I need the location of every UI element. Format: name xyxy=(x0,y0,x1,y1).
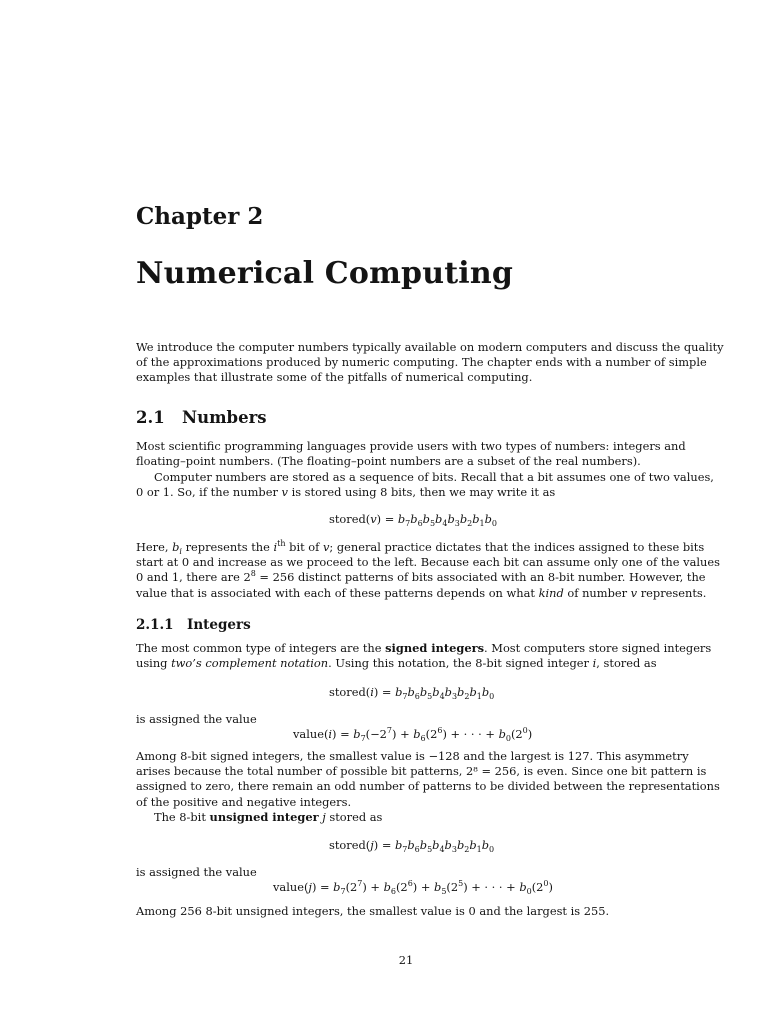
equation-stored-i: stored(i) = $b_7b_6b_5b_4b_3b_2b_1b_0$ xyxy=(329,685,495,701)
subsection-paragraph-2 xyxy=(136,749,720,810)
assigned-value-text-1 xyxy=(136,712,678,727)
text-line: floating–point numbers. (The floating–point numbers are a subset of the real numbers). xyxy=(136,454,641,469)
text-line: Computer numbers are stored as a sequence of bits. Recall that a bit assumes one of two values, xyxy=(154,470,714,484)
subsection-heading-2-1-1 xyxy=(136,617,251,633)
text-line: assigned to zero, there remain an odd number of patterns to be divided between the representations xyxy=(136,779,720,794)
text-line: is assigned the value xyxy=(136,865,257,879)
text-line: of the positive and negative integers. xyxy=(136,794,352,809)
equation-stored-j: stored(j) = $b_7b_6b_5b_4b_3b_2b_1b_0$ xyxy=(329,838,495,854)
section-number: 2.1 xyxy=(136,408,165,427)
subsection-paragraph-3 xyxy=(136,810,678,825)
section-2-1-paragraph-1 xyxy=(136,439,686,469)
text-line: arises because the total number of possible bit patterns, 2⁸ = 256, is even. Since one bit pattern is xyxy=(136,764,707,779)
text-line: 0 or 1. So, if the number v is stored using 8 bits, then we may write it as xyxy=(136,485,556,500)
text-line: The most common type of integers are the signed integers. Most computers store signed integers xyxy=(136,641,712,655)
intro-paragraph xyxy=(136,340,724,386)
text-line: Most scientific programming languages provide users with two types of numbers: integers and xyxy=(136,439,686,453)
subsection-paragraph-4 xyxy=(136,904,678,919)
intro-line: We introduce the computer numbers typically available on modern computers and discuss the quality xyxy=(136,340,724,354)
text-line: Among 256 8-bit unsigned integers, the smallest value is 0 and the largest is 255. xyxy=(136,904,610,918)
text-line: The 8-bit unsigned integer j stored as xyxy=(154,810,383,824)
chapter-title: Numerical Computing xyxy=(136,256,514,291)
text-line: Here, $b_i$ represents the $i^{th}$ bit of v; general practice dictates that the indices assigned to these bits xyxy=(136,539,705,556)
section-heading-2-1 xyxy=(136,408,267,427)
intro-line: examples that illustrate some of the pitfalls of numerical computing. xyxy=(136,370,533,385)
text-line: 0 and 1, there are $2^8 = 256$ distinct patterns of bits associated with an 8-bit number. However, the xyxy=(136,569,706,585)
text-line: is assigned the value xyxy=(136,712,257,726)
section-title: Numbers xyxy=(182,408,267,427)
subsection-number: 2.1.1 xyxy=(136,617,174,633)
subsection-paragraph-1 xyxy=(136,641,712,671)
text-line: Among 8-bit signed integers, the smallest value is −128 and the largest is 127. This asymmetry xyxy=(136,749,689,763)
page-number: 21 xyxy=(398,953,414,967)
assigned-value-text-2 xyxy=(136,865,678,880)
equation-stored-v: stored(v) = $b_7b_6b_5b_4b_3b_2b_1b_0$ xyxy=(329,512,497,528)
intro-line: of the approximations produced by numeric computing. The chapter ends with a number of simple xyxy=(136,355,707,370)
chapter-label: Chapter 2 xyxy=(136,203,264,230)
section-2-1-paragraph-2 xyxy=(136,470,714,500)
subsection-title: Integers xyxy=(187,617,251,633)
text-line: start at 0 and increase as we proceed to the left. Because each bit can assume only one of the values xyxy=(136,555,720,570)
equation-value-j: value(j) = $b_7(2^7) + b_6(2^6) + b_5(2^5)$ + · · · + $b_0(2^0)$ xyxy=(273,879,553,896)
text-line: using two’s complement notation. Using this notation, the 8-bit signed integer i, stored as xyxy=(136,656,657,671)
text-line: value that is associated with each of these patterns depends on what kind of number v represents. xyxy=(136,585,707,600)
equation-value-i: value(i) = $b_7(-2^7) + b_6(2^6)$ + · · · + $b_0(2^0)$ xyxy=(293,726,533,743)
section-2-1-paragraph-3 xyxy=(136,539,720,601)
